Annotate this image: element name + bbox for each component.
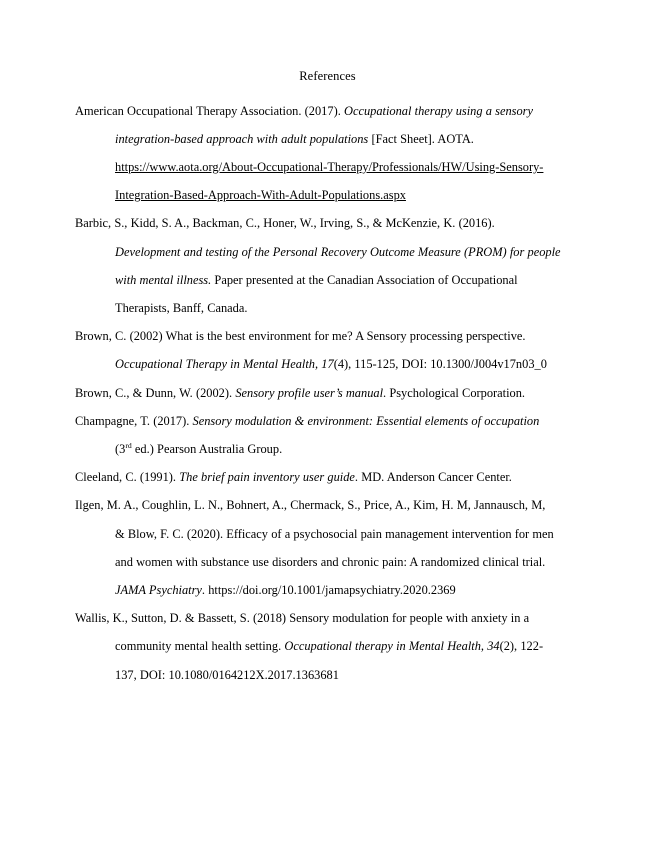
reference-title-italic: The brief pain inventory user guide xyxy=(179,470,355,485)
ordinal-superscript: rd xyxy=(125,440,132,450)
reference-entry xyxy=(75,604,580,689)
page-content xyxy=(75,70,580,689)
reference-text: Wallis, K., Sutton, D. & Bassett, S. (2018) Sensory modulation for people with anxiety in a xyxy=(75,611,530,626)
reference-text: Champagne, T. (2017). xyxy=(75,413,193,428)
reference-line xyxy=(75,322,580,350)
reference-title-italic: JAMA Psychiatry xyxy=(115,582,202,597)
reference-text: Brown, C. (2002) What is the best environment for me? A Sensory processing perspective. xyxy=(75,329,526,344)
reference-line xyxy=(75,209,580,237)
reference-title-italic: integration-based approach with adult populations xyxy=(115,131,369,146)
reference-line xyxy=(115,125,580,153)
reference-text: . Psychological Corporation. xyxy=(383,385,526,400)
reference-title-italic: Sensory modulation & environment: Essential elements of occupation xyxy=(192,413,540,428)
reference-title-italic: Occupational therapy using a sensory xyxy=(344,103,533,118)
reference-list xyxy=(75,97,580,689)
reference-line xyxy=(115,238,580,266)
reference-url[interactable]: Integration-Based-Approach-With-Adult-Populations.aspx xyxy=(115,188,406,203)
reference-text: (2), 122- xyxy=(499,639,544,654)
reference-line xyxy=(75,604,580,632)
reference-text: . MD. Anderson Cancer Center. xyxy=(354,470,512,485)
reference-line xyxy=(75,97,580,125)
reference-text: and women with substance use disorders and chronic pain: A randomized clinical trial. xyxy=(115,554,546,569)
reference-line xyxy=(115,181,580,209)
reference-text: & Blow, F. C. (2020). Efficacy of a psychosocial pain management intervention for men xyxy=(115,526,554,541)
reference-text: Paper presented at the Canadian Association of Occupational xyxy=(211,272,518,287)
reference-entry xyxy=(75,463,580,491)
reference-line xyxy=(115,548,580,576)
reference-line xyxy=(115,576,580,604)
reference-line xyxy=(115,435,580,463)
reference-title-italic: Sensory profile user’s manual xyxy=(235,385,384,400)
reference-title-italic: Development and testing of the Personal Recovery Outcome Measure (PROM) for people xyxy=(115,244,561,259)
reference-line xyxy=(75,407,580,435)
reference-line xyxy=(115,520,580,548)
reference-line xyxy=(75,491,580,519)
page-title: References xyxy=(299,69,356,83)
reference-line xyxy=(115,661,580,689)
reference-entry xyxy=(75,491,580,604)
reference-text: community mental health setting. xyxy=(115,639,285,654)
reference-entry xyxy=(75,407,580,463)
reference-line xyxy=(75,379,580,407)
reference-line xyxy=(115,266,580,294)
reference-text: Cleeland, C. (1991). xyxy=(75,470,180,485)
reference-text: . https://doi.org/10.1001/jamapsychiatry.2020.2369 xyxy=(201,582,456,597)
reference-title-italic: Occupational Therapy in Mental Health, 17 xyxy=(115,357,334,372)
reference-entry xyxy=(75,209,580,322)
reference-text: (4), 115-125, DOI: 10.1300/J004v17n03_0 xyxy=(333,357,547,372)
reference-text: American Occupational Therapy Association. (2017). xyxy=(75,103,344,118)
reference-text: Therapists, Banff, Canada. xyxy=(115,300,248,315)
reference-line xyxy=(115,294,580,322)
reference-entry xyxy=(75,322,580,378)
reference-line xyxy=(115,350,580,378)
reference-entry xyxy=(75,97,580,210)
reference-text: Barbic, S., Kidd, S. A., Backman, C., Honer, W., Irving, S., & McKenzie, K. (2016). xyxy=(75,216,495,231)
reference-text: Brown, C., & Dunn, W. (2002). xyxy=(75,385,236,400)
reference-text: 137, DOI: 10.1080/0164212X.2017.1363681 xyxy=(115,667,339,682)
reference-text: (3 xyxy=(115,441,126,456)
reference-line xyxy=(115,153,580,181)
reference-title-italic: Occupational therapy in Mental Health, 34 xyxy=(284,639,500,654)
reference-entry xyxy=(75,379,580,407)
reference-text: [Fact Sheet]. AOTA. xyxy=(368,131,474,146)
reference-title-italic: with mental illness. xyxy=(115,272,212,287)
reference-url[interactable]: https://www.aota.org/About-Occupational-Therapy/Professionals/HW/Using-Sensory- xyxy=(115,159,544,174)
reference-text: ed.) Pearson Australia Group. xyxy=(131,441,283,456)
reference-line xyxy=(115,632,580,660)
reference-line xyxy=(75,463,580,491)
reference-text: Ilgen, M. A., Coughlin, L. N., Bohnert, A., Chermack, S., Price, A., Kim, H. M, Jannausch, M, xyxy=(75,498,546,513)
